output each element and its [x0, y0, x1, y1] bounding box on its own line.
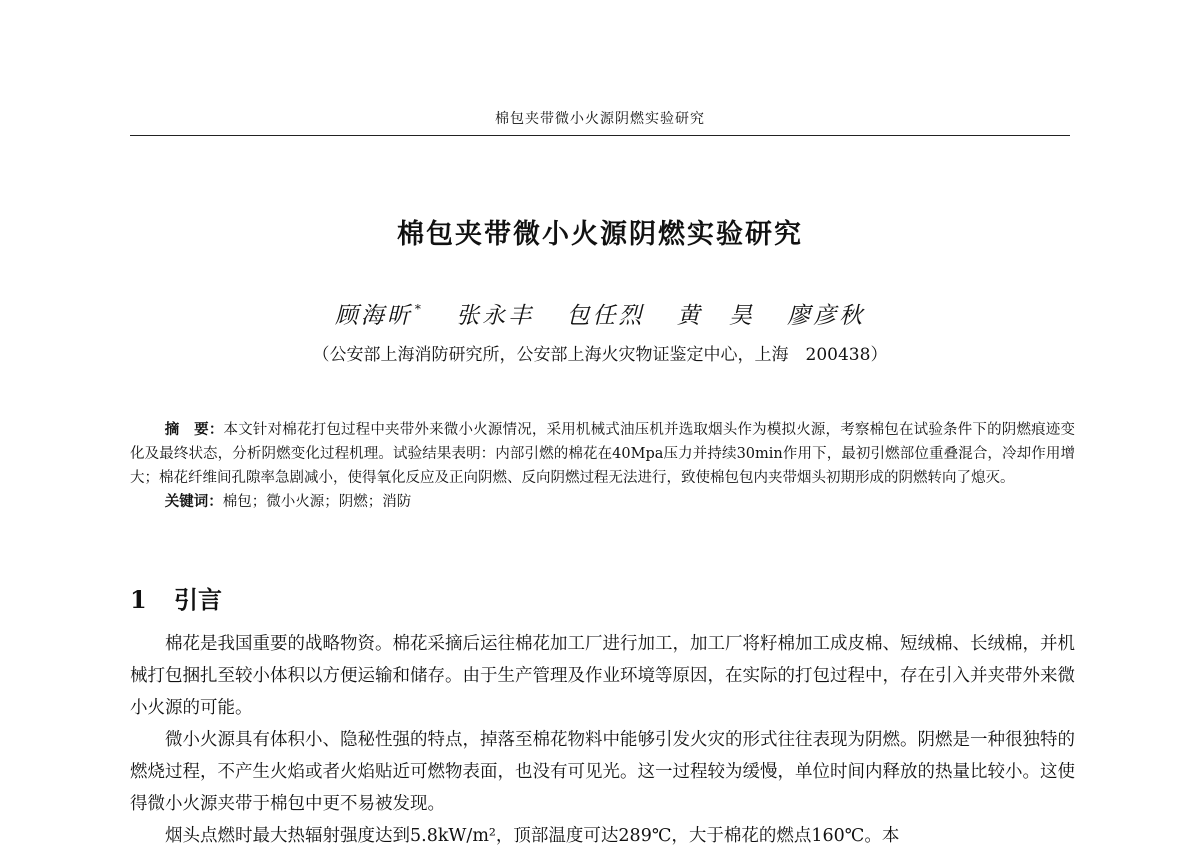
abstract-label: 摘 要： [164, 422, 224, 438]
paper-title: 棉包夹带微小火源阴燃实验研究 [397, 219, 803, 250]
author: 顾海昕 * [334, 302, 424, 329]
affiliation: （公安部上海消防研究所，公安部上海火灾物证鉴定中心，上海 200438） [312, 345, 888, 365]
abstract-text: 本文针对棉花打包过程中夹带外来微小火源情况，采用机械式油压机并选取烟头作为模拟火源，考察棉包在试验条件下的阴燃痕迹变化及最终状态，分析阴燃变化过程机理。试验结果表明：内部引燃的棉花在40Mpa压力并持续30min作用下，最初引燃部位重叠混合，冷却作用增大；棉花纤维间孔隙率急剧减小，使得氧化反应及正向阴燃、反向阴燃过程无法进行，致使棉包包内夹带烟头初期形成的阴燃转向了熄灭。 [130, 422, 1075, 486]
author-list [130, 297, 1070, 330]
author: 廖彦秋 [787, 303, 866, 329]
keywords-label: 关键词： [164, 494, 223, 510]
abstract-paragraph [130, 418, 1075, 490]
author: 黄 昊 [676, 303, 755, 329]
abstract-block [130, 418, 1075, 514]
corresponding-author-mark: * [414, 302, 424, 316]
keywords-text: 棉包；微小火源；阴燃；消防 [222, 494, 412, 510]
body-paragraph: 烟头点燃时最大热辐射强度达到5.8kW/m²，顶部温度可达289℃，大于棉花的燃点160℃。本 [165, 826, 900, 846]
author: 张永丰 [456, 303, 535, 329]
section-heading [130, 580, 222, 615]
header-rule [130, 135, 1070, 136]
running-head: 棉包夹带微小火源阴燃实验研究 [495, 111, 705, 127]
author: 包任烈 [566, 303, 645, 329]
section-number: 1 [130, 585, 147, 614]
body-text [130, 628, 1075, 852]
body-paragraph: 棉花是我国重要的战略物资。棉花采摘后运往棉花加工厂进行加工，加工厂将籽棉加工成皮棉、短绒棉、长绒棉，并机械打包捆扎至较小体积以方便运输和储存。由于生产管理及作业环境等原因，在实际的打包过程中，存在引入并夹带外来微小火源的可能。 [130, 634, 1075, 718]
section-title: 引言 [174, 586, 222, 614]
keywords-paragraph [130, 490, 1075, 514]
body-paragraph: 微小火源具有体积小、隐秘性强的特点，掉落至棉花物料中能够引发火灾的形式往往表现为阴燃。阴燃是一种很独特的燃烧过程，不产生火焰或者火焰贴近可燃物表面，也没有可见光。这一过程较为缓慢，单位时间内释放的热量比较小。这使得微小火源夹带于棉包中更不易被发现。 [130, 730, 1075, 814]
